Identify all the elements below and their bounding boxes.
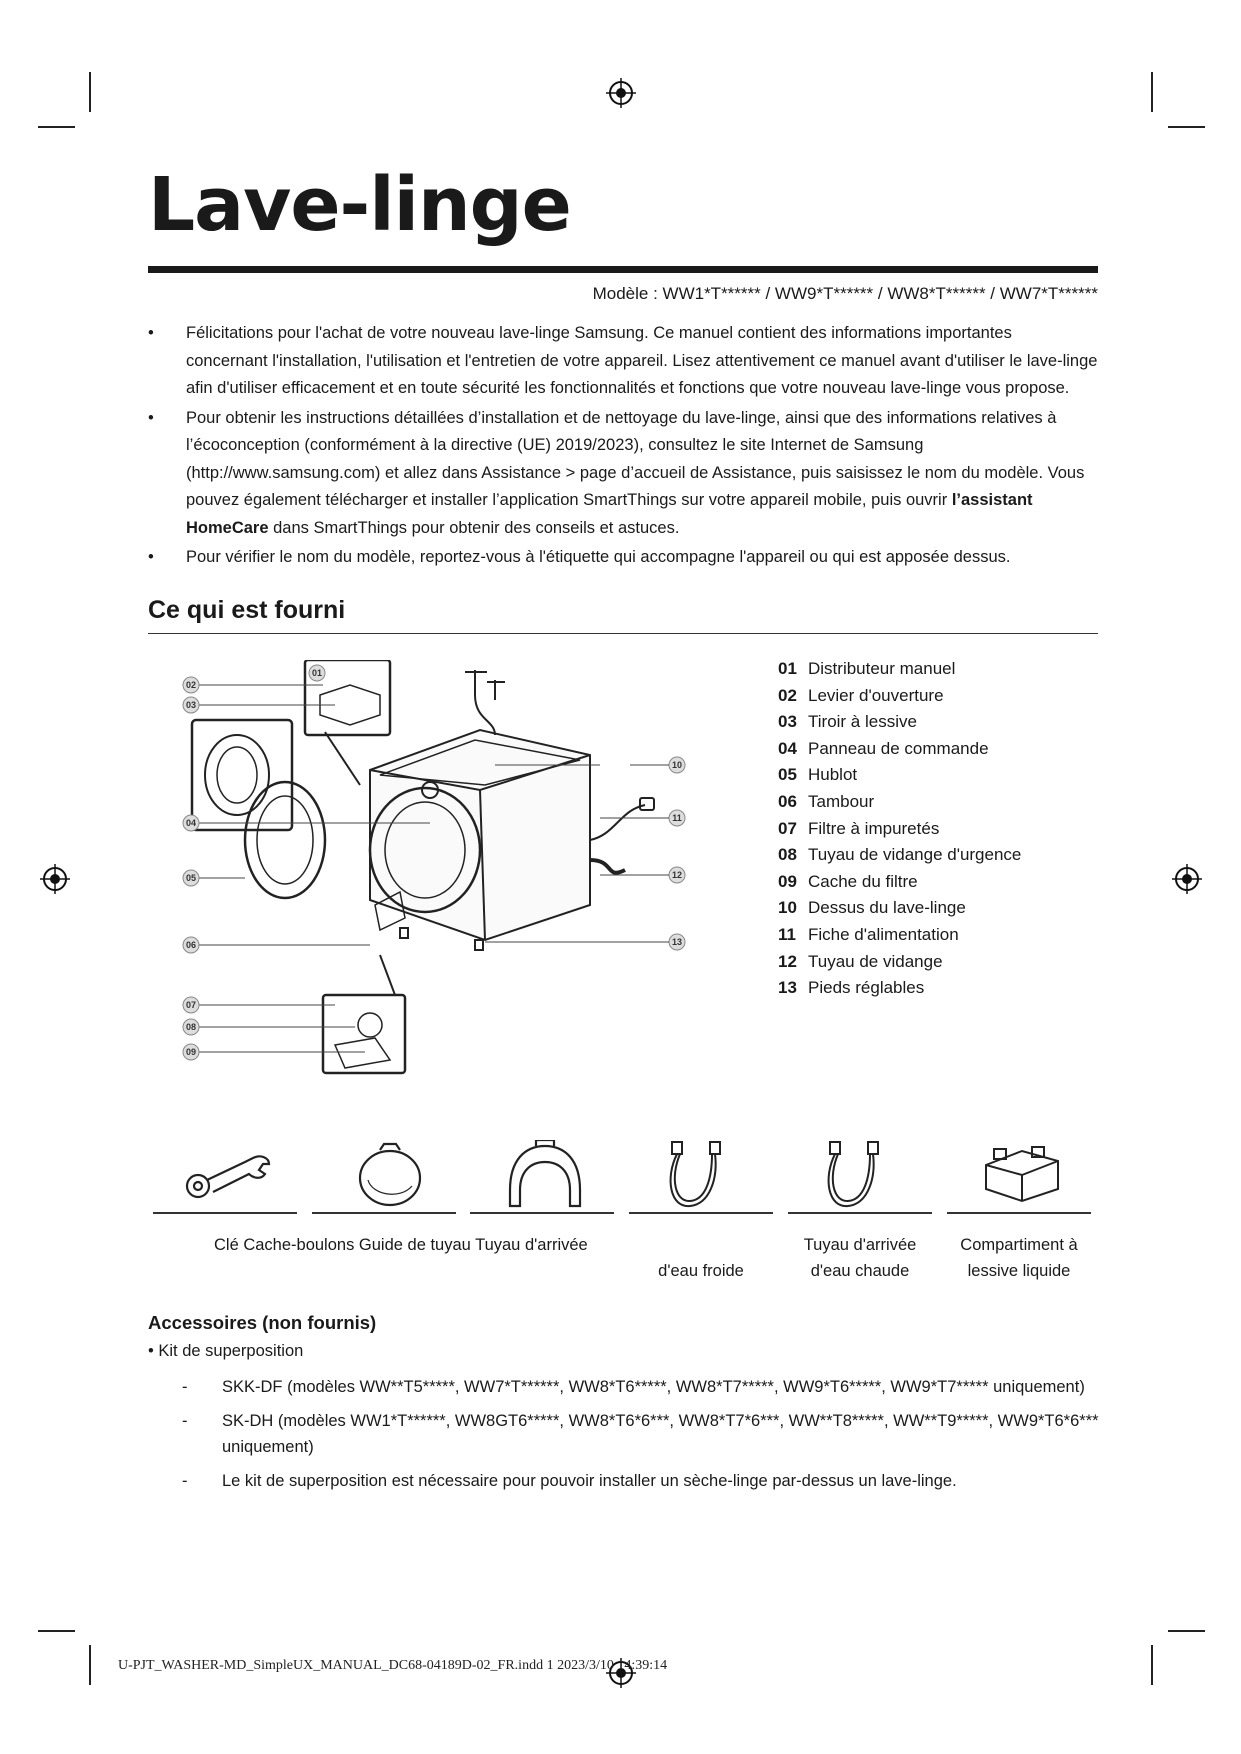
- callout-10-text: 10: [671, 760, 683, 770]
- registration-mark-top-icon: [606, 78, 636, 108]
- part-num: 06: [778, 791, 797, 811]
- comp-line2: lessive liquide: [967, 1262, 1071, 1280]
- callout-09: [183, 1044, 199, 1060]
- part-item: [778, 975, 1021, 1002]
- part-item: [778, 656, 1021, 683]
- crop-mark-bottom-right-v: [1151, 1645, 1153, 1685]
- accessories-title: Accessoires (non fournis): [148, 1312, 377, 1333]
- callout-07-text: 07: [185, 1000, 197, 1010]
- part-label: Panneau de commande: [808, 738, 989, 758]
- callout-08: [183, 1019, 199, 1035]
- part-num: 07: [778, 818, 797, 838]
- part-label: Dessus du lave-linge: [808, 898, 966, 918]
- callout-11: [669, 810, 685, 826]
- kit-list: [182, 1374, 1112, 1502]
- parts-list: [778, 656, 1021, 1002]
- callout-13-text: 13: [671, 937, 683, 947]
- part-item: [778, 816, 1021, 843]
- part-item: [778, 949, 1021, 976]
- intro-text: Pour vérifier le nom du modèle, reportez-vous à l'étiquette qui accompagne l'appareil ou qui est apposée dessus.: [186, 548, 1011, 566]
- part-num: 02: [778, 685, 797, 705]
- callout-06: [183, 937, 199, 953]
- part-num: 08: [778, 845, 797, 865]
- part-label: Tuyau de vidange d'urgence: [808, 845, 1022, 865]
- accessory-labels-main: Clé Cache-boulons Guide de tuyau Tuyau d'arrivée: [214, 1236, 588, 1254]
- dash: -: [182, 1378, 188, 1396]
- part-label: Tambour: [808, 791, 875, 811]
- part-label: Levier d'ouverture: [808, 685, 944, 705]
- registration-mark-left-icon: [40, 864, 70, 894]
- intro-item: [148, 544, 1098, 572]
- crop-mark-bottom-left-h: [38, 1630, 75, 1632]
- part-num: 04: [778, 738, 797, 758]
- accessory-underline: [629, 1212, 773, 1214]
- page-title: Lave-linge: [148, 162, 571, 248]
- crop-mark-top-right-v: [1151, 72, 1153, 112]
- intro-text: Pour obtenir les instructions détaillées d’installation et de nettoyage du lave-linge, ainsi que des informations relatives à l’écoconception (conformément à la directive (UE) 2019/2023), consultez le site Internet de Samsung (http://www.samsung.com) et allez dans Assistance > page d’accueil de Assistance, puis saisissez le nom du modèle. Vous pouvez également télécharger et installer l’application SmartThings sur votre appareil mobile, puis ouvrir: [186, 408, 1085, 509]
- part-item: [778, 709, 1021, 736]
- part-item: [778, 895, 1021, 922]
- part-item: [778, 736, 1021, 763]
- part-label: Distributeur manuel: [808, 659, 956, 678]
- part-label: Pieds réglables: [808, 978, 925, 998]
- bolt-cap-icon: [350, 1140, 430, 1210]
- intro-list: [148, 320, 1098, 574]
- intro-item: [148, 320, 1098, 403]
- bullet: •: [148, 408, 154, 427]
- model-line: Modèle : WW1*T****** / WW9*T****** / WW8*T****** / WW7*T******: [592, 284, 1098, 303]
- crop-mark-top-left-h: [38, 126, 75, 128]
- kit-item: [148, 1342, 303, 1361]
- dash: -: [182, 1472, 188, 1490]
- zoom-box-filter: [323, 995, 405, 1073]
- kit-list-item: [182, 1468, 1112, 1494]
- part-label: Hublot: [808, 765, 858, 785]
- dash: -: [182, 1412, 188, 1430]
- kit-list-item: [182, 1408, 1112, 1460]
- part-num: 10: [778, 898, 797, 918]
- accessory-underline: [312, 1212, 456, 1214]
- bullet: •: [148, 324, 154, 342]
- crop-mark-top-right-h: [1168, 126, 1205, 128]
- part-item: [778, 789, 1021, 816]
- callout-08-text: 08: [185, 1022, 197, 1032]
- callout-10: [669, 757, 685, 773]
- title-rule: [148, 266, 1098, 273]
- accessory-underline: [153, 1212, 297, 1214]
- callout-03: [183, 697, 199, 713]
- intro-text: dans SmartThings pour obtenir des conseils et astuces.: [268, 518, 680, 537]
- part-num: 11: [778, 924, 796, 944]
- section-title: Ce qui est fourni: [148, 596, 346, 624]
- accessory-underline: [470, 1212, 614, 1214]
- bullet: •: [148, 548, 154, 566]
- callout-06-text: 06: [185, 940, 197, 950]
- cold-hose-icon: [660, 1138, 740, 1213]
- part-label: Tiroir à lessive: [808, 712, 917, 732]
- hose-guide-icon: [500, 1140, 590, 1212]
- part-label: Tuyau de vidange: [808, 951, 943, 971]
- accessory-label-compartment: [947, 1232, 1091, 1284]
- kit-text: Le kit de superposition est nécessaire pour pouvoir installer un sèche-linge par-dessus un lave-linge.: [222, 1472, 957, 1490]
- kit-text: SK-DH (modèles WW1*T******, WW8GT6*****, WW8*T6*6***, WW8*T7*6***, WW**T8*****, WW**T9*****, WW9*T6*6*** uniquement): [222, 1412, 1099, 1456]
- homecare-bold: l’assistant HomeCare: [186, 491, 1033, 537]
- callout-05-text: 05: [185, 873, 197, 883]
- callout-01: [309, 665, 325, 681]
- part-label: Filtre à impuretés: [808, 818, 940, 838]
- part-num: 03: [778, 712, 797, 732]
- part-num: 09: [778, 871, 797, 891]
- callout-01-text: 01: [311, 668, 323, 678]
- callout-07: [183, 997, 199, 1013]
- part-label: Cache du filtre: [808, 871, 918, 891]
- part-num: 01: [778, 659, 797, 678]
- callout-09-text: 09: [185, 1047, 197, 1057]
- callout-13: [669, 934, 685, 950]
- callout-05: [183, 870, 199, 886]
- part-num: 05: [778, 765, 797, 785]
- intro-text: Félicitations pour l'achat de votre nouveau lave-linge Samsung. Ce manuel contient des informations importantes concernant l'installation, l'utilisation et l'entretien de votre appareil. Lisez attentivement ce manuel avant d'utiliser le lave-linge afin d'utiliser efficacement et en toute sécurité les fonctionnalités et fonctions que votre nouveau lave-linge vous propose.: [186, 324, 1098, 397]
- callout-02-text: 02: [185, 680, 197, 690]
- kit-list-item: [182, 1374, 1112, 1400]
- hot-line1: Tuyau d'arrivée: [803, 1236, 917, 1254]
- part-item: [778, 922, 1021, 949]
- wrench-icon: [183, 1148, 273, 1203]
- intro-item: [148, 405, 1098, 543]
- liquid-detergent-compartment-icon: [982, 1145, 1062, 1205]
- comp-line1: Compartiment à: [960, 1236, 1078, 1254]
- kit-label: Kit de superposition: [158, 1342, 304, 1360]
- accessory-underline: [788, 1212, 932, 1214]
- callout-12-text: 12: [671, 870, 683, 880]
- hot-line2: d'eau chaude: [810, 1262, 910, 1280]
- accessory-label-cold-water: d'eau froide: [658, 1262, 744, 1280]
- section-rule: [148, 633, 1098, 634]
- part-item: [778, 762, 1021, 789]
- part-num: 13: [778, 978, 797, 998]
- callout-04-text: 04: [185, 818, 197, 828]
- callout-03-text: 03: [185, 700, 197, 710]
- part-num: 12: [778, 951, 797, 971]
- callout-12: [669, 867, 685, 883]
- kit-text: SKK-DF (modèles WW**T5*****, WW7*T******, WW8*T6*****, WW8*T7*****, WW9*T6*****, WW9*T7***** uniquement): [222, 1378, 1085, 1396]
- registration-mark-right-icon: [1172, 864, 1202, 894]
- crop-mark-bottom-right-h: [1168, 1630, 1205, 1632]
- callout-02: [183, 677, 199, 693]
- accessory-label-hot-water: [788, 1232, 932, 1284]
- hot-hose-icon: [818, 1138, 898, 1213]
- callout-11-text: 11: [672, 813, 682, 823]
- callout-04: [183, 815, 199, 831]
- print-footer: U-PJT_WASHER-MD_SimpleUX_MANUAL_DC68-04189D-02_FR.indd 1 2023/3/10 14:39:14: [118, 1658, 668, 1673]
- accessory-underline: [947, 1212, 1091, 1214]
- crop-mark-bottom-left-v: [89, 1645, 91, 1685]
- part-item: [778, 683, 1021, 710]
- washer-diagram: [175, 660, 705, 1105]
- part-label: Fiche d'alimentation: [808, 924, 959, 944]
- part-item: [778, 842, 1021, 869]
- part-item: [778, 869, 1021, 896]
- bullet: •: [148, 1342, 154, 1360]
- crop-mark-top-left-v: [89, 72, 91, 112]
